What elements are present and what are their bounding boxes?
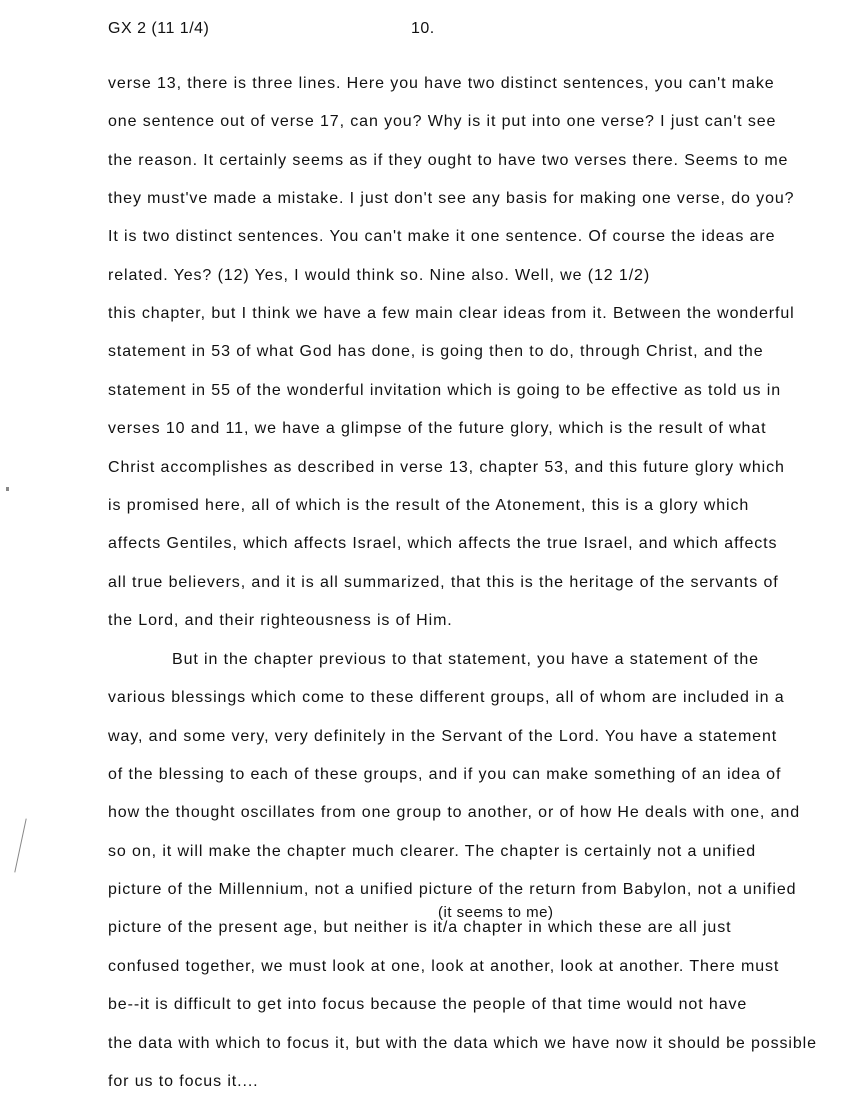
text-line: be--it is difficult to get into focus because the people of that time would not have — [108, 996, 748, 1014]
text-line: for us to focus it.... — [108, 1072, 259, 1090]
text-line: related. Yes? (12) Yes, I would think so. Nine also. Well, we (12 1/2) — [108, 266, 651, 284]
text-line: confused together, we must look at one, look at another, look at another. There must — [108, 957, 780, 975]
text-line: this chapter, but I think we have a few main clear ideas from it. Between the wonderful — [108, 305, 795, 323]
text-line: the reason. It certainly seems as if they ought to have two verses there. Seems to me — [108, 151, 789, 169]
text-line: Christ accomplishes as described in verse 13, chapter 53, and this future glory which — [108, 458, 785, 476]
text-line: picture of the Millennium, not a unified picture of the return from Babylon, not a unified — [108, 881, 797, 899]
text-line: how the thought oscillates from one group to another, or of how He deals with one, and — [108, 804, 801, 822]
interlinear-note: (it seems to me) — [438, 904, 554, 921]
header-reference: GX 2 (11 1/4) — [108, 20, 210, 37]
text-line: the Lord, and their righteousness is of Him. — [108, 611, 453, 629]
text-line: so on, it will make the chapter much clearer. The chapter is certainly not a unified — [108, 842, 757, 860]
text-line: the data with which to focus it, but with the data which we have now it should be possible — [108, 1034, 817, 1052]
text-line: all true believers, and it is all summarized, that this is the heritage of the servants of — [108, 573, 779, 591]
margin-mark — [6, 487, 9, 491]
text-line: is promised here, all of which is the result of the Atonement, this is a glory which — [108, 496, 750, 514]
margin-mark — [14, 818, 26, 872]
text-line: affects Gentiles, which affects Israel, which affects the true Israel, and which affects — [108, 535, 778, 553]
text-line: verse 13, there is three lines. Here you have two distinct sentences, you can't make — [108, 75, 775, 92]
text-line: way, and some very, very definitely in the Servant of the Lord. You have a statement — [108, 727, 778, 745]
text-line: they must've made a mistake. I just don't see any basis for making one verse, do you? — [108, 190, 795, 208]
text-line: picture of the present age, but neither is it/a chapter in which these are all just — [108, 919, 732, 937]
text-line: statement in 53 of what God has done, is going then to do, through Christ, and the — [108, 343, 764, 361]
page-number: 10. — [411, 20, 435, 37]
text-line: It is two distinct sentences. You can't make it one sentence. Of course the ideas are — [108, 228, 776, 246]
text-line: various blessings which come to these different groups, all of whom are included in a — [108, 689, 785, 707]
text-line: of the blessing to each of these groups, and if you can make something of an idea of — [108, 766, 782, 784]
text-line: statement in 55 of the wonderful invitation which is going to be effective as told us in — [108, 381, 782, 399]
text-line: one sentence out of verse 17, can you? Why is it put into one verse? I just can't see — [108, 113, 777, 131]
text-line: But in the chapter previous to that statement, you have a statement of the — [172, 651, 759, 668]
text-line: verses 10 and 11, we have a glimpse of the future glory, which is the result of what — [108, 420, 767, 438]
